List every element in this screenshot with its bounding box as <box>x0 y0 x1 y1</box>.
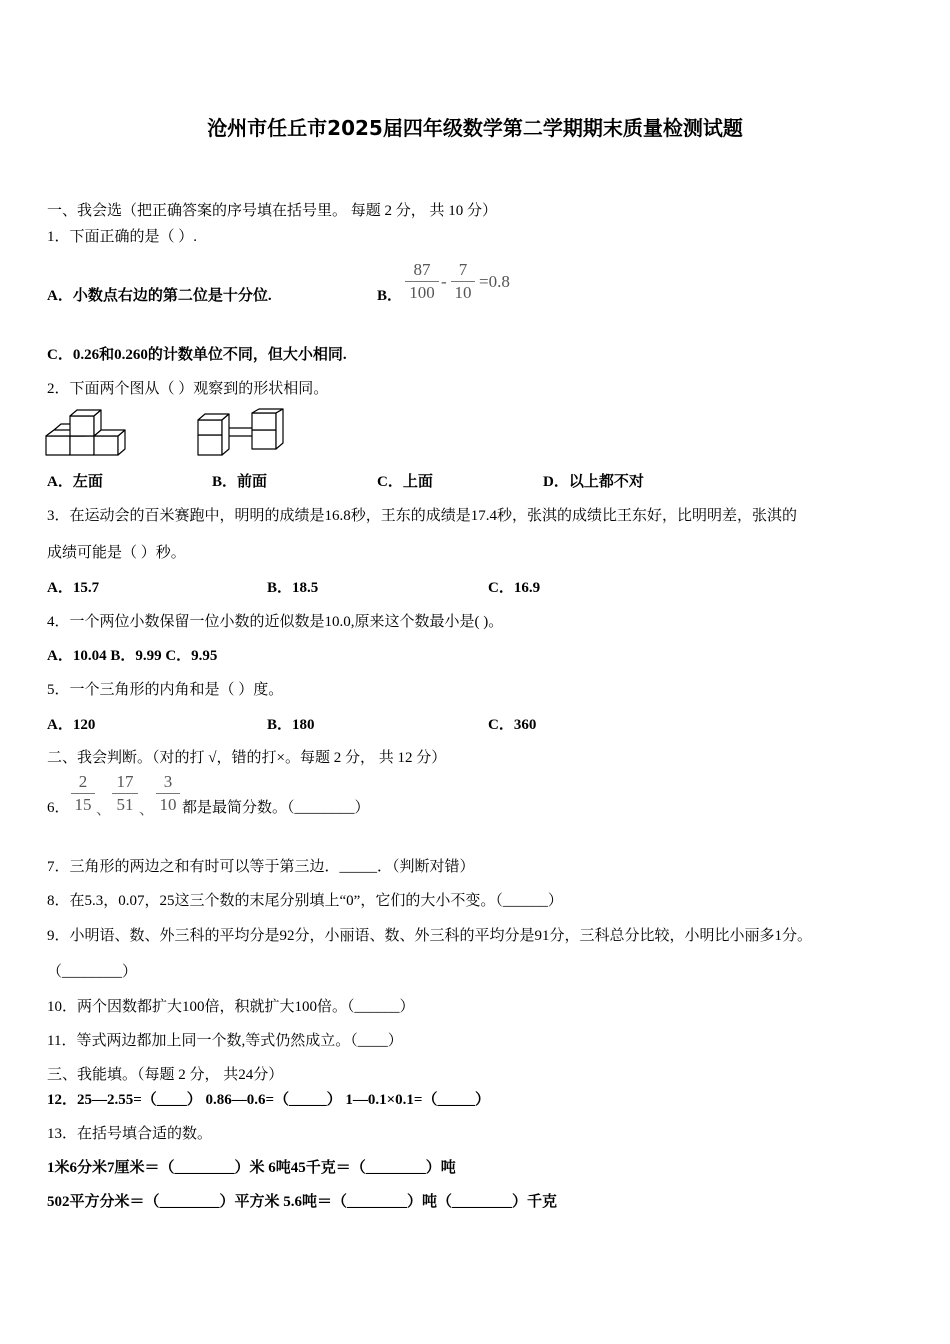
q1-option-a: A．小数点右边的第二位是十分位. <box>47 288 272 304</box>
q2-option-d: D．以上都不对 <box>543 474 644 490</box>
q11-text: 11．等式两边都加上同一个数,等式仍然成立。（____） <box>47 1033 403 1049</box>
q13-stem: 13．在括号填合适的数。 <box>47 1126 213 1142</box>
cube-face <box>70 416 94 436</box>
q6-fraction-17-51 <box>112 772 138 815</box>
cube-side <box>222 414 229 455</box>
cube-face <box>252 430 276 449</box>
q1-equals-value: =0.8 <box>479 272 510 291</box>
q2-option-a: A．左面 <box>47 474 103 490</box>
cube-figure-1 <box>44 408 128 456</box>
q4-options: A．10.04 B．9.99 C．9.95 <box>47 648 218 664</box>
section-3-header: 三、我能填。（每题 2 分， 共24分） <box>47 1067 284 1083</box>
fraction-numerator: 87 <box>413 260 431 279</box>
page-title: 沧州市任丘市2025届四年级数学第二学期期末质量检测试题 <box>207 116 743 140</box>
q6-fraction-3-10 <box>156 772 180 815</box>
fraction-bar <box>451 281 475 282</box>
fraction-numerator: 17 <box>116 772 134 791</box>
cube-side <box>276 409 283 449</box>
cube-connector <box>229 428 253 436</box>
q1-option-b-label: B． <box>377 288 403 304</box>
q13-line2: 502平方分米＝（________）平方米 5.6吨＝（________）吨（________）千克 <box>47 1194 558 1210</box>
cube-face <box>46 436 70 455</box>
q3-option-b: B．18.5 <box>267 580 319 596</box>
cube-face <box>198 435 222 455</box>
q3-option-c: C．16.9 <box>488 580 541 596</box>
q6-separator: 、 <box>139 802 155 818</box>
q4-stem: 4．一个两位小数保留一位小数的近似数是10.0,原来这个数最小是( )。 <box>47 614 504 630</box>
q2-option-b: B．前面 <box>212 474 268 490</box>
q5-option-c: C．360 <box>488 717 537 733</box>
q6-fraction-2-15 <box>71 772 95 815</box>
q6-separator: 、 <box>96 802 112 818</box>
q1-stem: 1．下面正确的是（ ）. <box>47 229 198 245</box>
q8-text: 8．在5.3，0.07，25这三个数的末尾分别填上“0”，它们的大小不变。（______） <box>47 893 563 909</box>
q5-option-a: A．120 <box>47 717 96 733</box>
q6-text: 都是最简分数。（________） <box>182 800 370 816</box>
cube-face <box>70 436 94 455</box>
section-1-header: 一、我会选（把正确答案的序号填在括号里。 每题 2 分， 共 10 分） <box>47 203 498 219</box>
q9-text-line1: 9．小明语、数、外三科的平均分是92分，小丽语、数、外三科的平均分是91分，三科总分比较，小明比小丽多1分。 <box>47 928 813 944</box>
fraction-bar <box>71 793 95 794</box>
fraction-bar <box>405 281 439 282</box>
q1-minus-sign: - <box>441 272 447 291</box>
fraction-bar <box>156 793 180 794</box>
q7-text: 7．三角形的两边之和有时可以等于第三边．_____．（判断对错） <box>47 859 475 875</box>
fraction-denominator: 15 <box>74 795 92 814</box>
q1-option-c: C．0.26和0.260的计数单位不同，但大小相同. <box>47 347 347 363</box>
q2-stem-text: 2．下面两个图从（ ）观察到的形状相同。 <box>47 381 329 397</box>
q9-text-line2: （________） <box>47 964 138 980</box>
cube-face <box>94 436 118 455</box>
q3-stem-line1: 3．在运动会的百米赛跑中，明明的成绩是16.8秒，王东的成绩是17.4秒，张淇的成绩比王东好，比明明差，张淇的 <box>47 508 798 524</box>
fraction-denominator: 10 <box>159 795 177 814</box>
q5-option-b: B．180 <box>267 717 315 733</box>
q5-stem: 5．一个三角形的内角和是（ ）度。 <box>47 682 284 698</box>
fraction-denominator: 51 <box>116 795 134 814</box>
cube-face <box>252 413 276 430</box>
fraction-numerator: 2 <box>78 772 88 791</box>
fraction-denominator: 10 <box>454 283 472 302</box>
q10-text: 10．两个因数都扩大100倍，积就扩大100倍。（______） <box>47 999 415 1015</box>
q13-line1: 1米6分米7厘米＝（________）米 6吨45千克＝（________）吨 <box>47 1160 456 1176</box>
q1-fraction-87-100 <box>405 260 439 303</box>
q12-text: 12．25—2.55=（____） 0.86—0.6=（_____） 1—0.1×0.1=（_____） <box>47 1092 490 1108</box>
cube-face <box>198 420 222 435</box>
fraction-numerator: 7 <box>458 260 468 279</box>
fraction-bar <box>112 793 138 794</box>
fraction-denominator: 100 <box>409 283 435 302</box>
q3-option-a: A．15.7 <box>47 580 100 596</box>
q3-stem-line2: 成绩可能是（ ）秒。 <box>47 545 186 561</box>
q2-option-c: C．上面 <box>377 474 433 490</box>
section-2-header: 二、我会判断。（对的打 √，错的打×。每题 2 分， 共 12 分） <box>47 750 447 766</box>
cube-figure-2 <box>196 408 288 456</box>
q1-fraction-7-10 <box>451 260 475 303</box>
q6-number: 6． <box>47 800 70 816</box>
fraction-numerator: 3 <box>163 772 173 791</box>
